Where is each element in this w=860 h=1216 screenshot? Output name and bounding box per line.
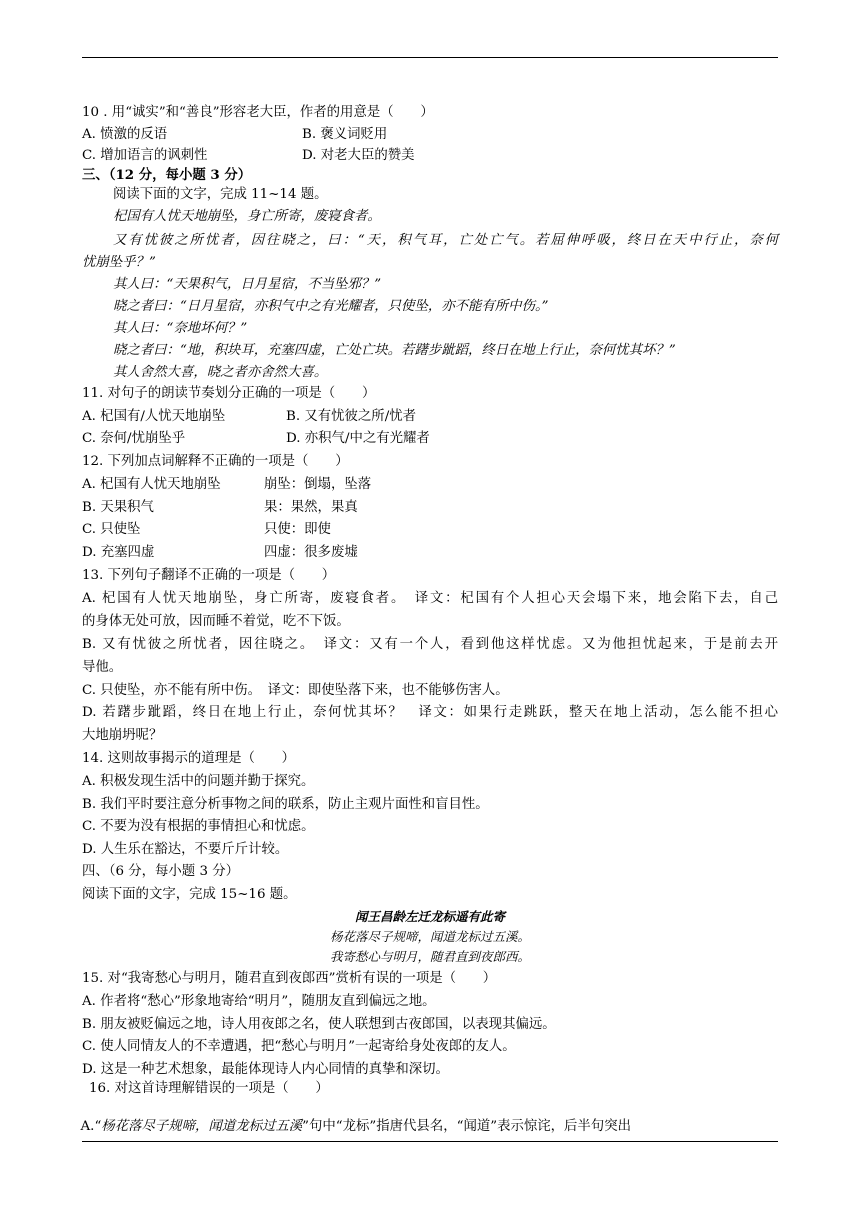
q16-option-a	[72, 1101, 631, 1135]
passage-line-5: 其人曰：“奈地坏何？”	[113, 321, 248, 336]
q13-option-b-line1: B. 又有忧彼之所忧者，因往晓之。 译文：又有一个人，看到他这样忧虑。又为他担忧起来，于是前去开	[82, 637, 778, 652]
q15-option-a: A. 作者将“愁心”形象地寄给“明月”，随朋友直到偏远之地。	[82, 994, 436, 1009]
q12-option-a: A. 杞国有人忧天地崩坠	[82, 477, 221, 492]
passage-line-4: 晓之者曰：“日月星宿，亦积气中之有光耀者，只使坠，亦不能有所中伤。”	[113, 299, 549, 314]
footer-rule	[82, 1141, 778, 1142]
q12-explain-a: 崩坠：倒塌，坠落	[264, 477, 372, 492]
q14-option-b: B. 我们平时要注意分析事物之间的联系，防止主观片面性和盲目性。	[82, 797, 489, 812]
q15-option-b: B. 朋友被贬偏远之地，诗人用夜郎之名，使人联想到古夜郎国，以表现其偏远。	[82, 1017, 556, 1032]
section-3-heading: 三、（12 分，每小题 3 分）	[82, 167, 252, 183]
passage-line-2b: 忧崩坠乎？”	[82, 255, 156, 270]
section-4-intro: 阅读下面的文字，完成 15~16 题。	[82, 887, 297, 902]
poem-title: 闻王昌龄左迁龙标遥有此寄	[354, 909, 505, 924]
q12-option-b: B. 天果积气	[82, 500, 154, 515]
q10-option-c: C. 增加语言的讽刺性	[82, 148, 208, 163]
q14-option-c: C. 不要为没有根据的事情担心和忧虑。	[82, 819, 315, 834]
q16-option-a-prefix: A.“	[80, 1119, 102, 1134]
q12-explain-d: 四虚：很多废墟	[264, 545, 358, 560]
q16-stem: 16. 对这首诗理解错误的一项是（ ）	[89, 1081, 329, 1096]
q11-option-a: A. 杞国有/人忧天地崩坠	[82, 409, 226, 424]
q15-option-d: D. 这是一种艺术想象，最能体现诗人内心同情的真挚和深切。	[82, 1062, 449, 1077]
q13-option-b-line2: 导他。	[82, 660, 123, 675]
passage-line-3: 其人曰：“天果积气，日月星宿，不当坠邪？”	[113, 277, 382, 292]
q16-option-a-quote: 杨花落尽子规啼，闻道龙标过五溪	[101, 1119, 303, 1134]
q12-explain-b: 果：果然，果真	[264, 500, 358, 515]
q10-option-d: D. 对老大臣的赞美	[302, 148, 415, 163]
q13-option-d-line1: D. 若躇步跐蹈，终日在地上行止，奈何忧其坏？ 译文：如果行走跳跃，整天在地上活动，怎么能不担心	[82, 705, 778, 720]
q13-option-c: C. 只使坠，亦不能有所中伤。 译文：即使坠落下来，也不能够伤害人。	[82, 683, 509, 698]
q10-option-b: B. 褒义词贬用	[302, 127, 388, 142]
q14-stem: 14. 这则故事揭示的道理是（ ）	[82, 751, 296, 766]
poem-line-2: 我寄愁心与明月，随君直到夜郎西。	[329, 949, 530, 964]
q14-option-d: D. 人生乐在豁达，不要斤斤计较。	[82, 842, 289, 857]
q15-stem: 15. 对“我寄愁心与明月，随君直到夜郎西”赏析有误的一项是（ ）	[82, 971, 497, 986]
q15-option-c: C. 使人同情友人的不幸遭遇，把“愁心与明月”一起寄给身处夜郎的友人。	[82, 1039, 516, 1054]
passage-line-7: 其人舍然大喜，晓之者亦舍然大喜。	[113, 365, 328, 380]
q11-option-b: B. 又有忧彼之所/忧者	[286, 409, 416, 424]
q14-option-a: A. 积极发现生活中的问题并勤于探究。	[82, 774, 315, 789]
passage-line-6: 晓之者曰：“地，积块耳，充塞四虚，亡处亡块。若躇步跐蹈，终日在地上行止，奈何忧其坏？”	[113, 343, 676, 358]
passage-line-1: 杞国有人忧天地崩坠，身亡所寄，废寝食者。	[113, 209, 381, 224]
q11-option-d: D. 亦积气/中之有光耀者	[286, 431, 430, 446]
section-3-intro: 阅读下面的文字，完成 11~14 题。	[113, 187, 328, 202]
q16-option-a-rest: ”句中“龙标”指唐代县名，“闻道”表示惊诧，后半句突出	[302, 1119, 631, 1134]
poem-line-1: 杨花落尽子规啼，闻道龙标过五溪。	[329, 929, 530, 944]
q12-stem: 12. 下列加点词解释不正确的一项是（ ）	[82, 454, 349, 469]
passage-line-2a: 又有忧彼之所忧者，因往晓之，曰：“天，积气耳，亡处亡气。若屈伸呼吸，终日在天中行止，奈何	[113, 233, 778, 248]
q13-option-a-line1: A. 杞国有人忧天地崩坠，身亡所寄，废寝食者。 译文：杞国有个人担心天会塌下来，地会陷下去，自己	[82, 591, 778, 606]
q12-explain-c: 只使：即使	[264, 522, 331, 537]
header-rule	[82, 57, 778, 58]
section-4-heading: 四、（6 分，每小题 3 分）	[82, 864, 240, 879]
q13-option-d-line2: 大地崩坍呢？	[82, 728, 163, 743]
q11-stem: 11. 对句子的朗读节奏划分正确的一项是（ ）	[82, 386, 376, 401]
q13-option-a-line2: 的身体无处可放，因而睡不着觉，吃不下饭。	[82, 614, 350, 629]
q10-option-a: A. 愤激的反语	[82, 127, 168, 142]
q11-option-c: C. 奈何/忧崩坠乎	[82, 431, 186, 446]
q12-option-c: C. 只使坠	[82, 522, 141, 537]
q12-option-d: D. 充塞四虚	[82, 545, 155, 560]
q13-stem: 13. 下列句子翻译不正确的一项是（ ）	[82, 568, 336, 583]
q10-stem: 10 . 用“诚实”和“善良”形容老大臣，作者的用意是（ ）	[82, 105, 434, 120]
